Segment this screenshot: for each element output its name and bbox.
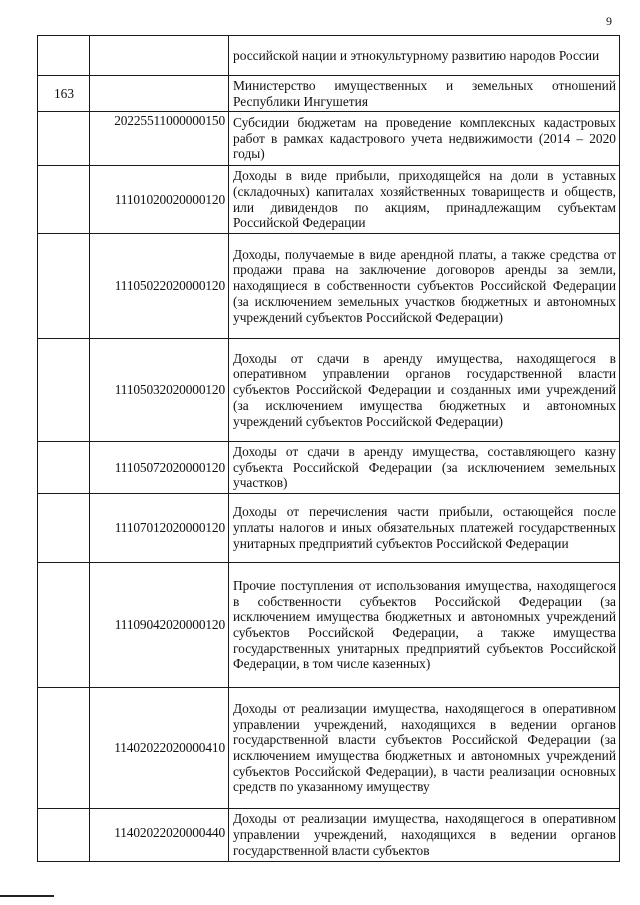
row-number-cell (38, 112, 90, 166)
row-number-cell (38, 339, 90, 442)
revenue-codes-table (37, 35, 620, 862)
footer-rule (0, 895, 54, 897)
table-row (38, 234, 620, 339)
table-row (38, 166, 620, 234)
revenue-code-cell: 20225511000000150 (90, 112, 229, 166)
table-row (38, 494, 620, 563)
table-row (38, 112, 620, 166)
table-row (38, 563, 620, 688)
description-cell: Прочие поступления от использования имущества, находящегося в собственности субъектов Российской Федерации (за исключением имущества бюджетных и автономных учреждений субъектов Российской Федерации, а также имущества государственных унитарных предприятий субъектов Российской Федерации, в том числе казенных) (229, 563, 620, 688)
table-row (38, 339, 620, 442)
description-cell: Доходы, получаемые в виде арендной платы, а также средства от продажи права на заключение договоров аренды за земли, находящиеся в собственности субъектов Российской Федерации (за исключением земельных участков бюджетных и автономных учреждений субъектов Российской Федерации) (229, 234, 620, 339)
table-row (38, 442, 620, 494)
table-row (38, 76, 620, 112)
revenue-code-cell: 11101020020000120 (90, 166, 229, 234)
description-cell: Доходы в виде прибыли, приходящейся на доли в уставных (складочных) капиталах хозяйственных товариществ и обществ, или дивидендов по акциям, принадлежащим субъектам Российской Федерации (229, 166, 620, 234)
page-number: 9 (606, 14, 612, 28)
revenue-code-cell (90, 76, 229, 112)
revenue-code-cell: 11105032020000120 (90, 339, 229, 442)
description-cell: Министерство имущественных и земельных отношений Республики Ингушетия (229, 76, 620, 112)
revenue-code-cell: 11105072020000120 (90, 442, 229, 494)
description-cell: Доходы от перечисления части прибыли, остающейся после уплаты налогов и иных обязательных платежей государственных унитарных предприятий субъектов Российской Федерации (229, 494, 620, 563)
description-cell: Доходы от реализации имущества, находящегося в оперативном управлении учреждений, находящихся в ведении органов государственной власти субъектов Российской Федерации (за исключением имущества бюджетных и автономных учреждений субъектов Российской Федерации), в части реализации основных средств по указанному имуществу (229, 688, 620, 809)
table-row (38, 688, 620, 809)
row-number-cell (38, 36, 90, 76)
table-row (38, 809, 620, 862)
description-cell: Доходы от сдачи в аренду имущества, находящегося в оперативном управлении органов государственной власти субъектов Российской Федерации и созданных ими учреждений (за исключением имущества бюджетных и автономных учреждений субъектов Российской Федерации) (229, 339, 620, 442)
row-number-cell (38, 442, 90, 494)
row-number-cell (38, 688, 90, 809)
revenue-code-cell: 11107012020000120 (90, 494, 229, 563)
row-number-cell (38, 563, 90, 688)
description-cell: Доходы от сдачи в аренду имущества, составляющего казну субъекта Российской Федерации (за исключением земельных участков) (229, 442, 620, 494)
description-cell: Доходы от реализации имущества, находящегося в оперативном управлении учреждений, находящихся в ведении органов государственной власти субъектов (229, 809, 620, 862)
revenue-code-cell (90, 36, 229, 76)
description-cell: российской нации и этнокультурному развитию народов России (229, 36, 620, 76)
row-number-cell (38, 809, 90, 862)
table-row (38, 36, 620, 76)
row-number-cell (38, 166, 90, 234)
row-number-cell (38, 234, 90, 339)
revenue-code-cell: 11402022020000410 (90, 688, 229, 809)
description-cell: Субсидии бюджетам на проведение комплексных кадастровых работ в рамках кадастрового учета недвижимости (2014 – 2020 годы) (229, 112, 620, 166)
row-number-cell: 163 (38, 76, 90, 112)
revenue-code-cell: 11402022020000440 (90, 809, 229, 862)
revenue-code-cell: 11109042020000120 (90, 563, 229, 688)
revenue-code-cell: 11105022020000120 (90, 234, 229, 339)
row-number-cell (38, 494, 90, 563)
